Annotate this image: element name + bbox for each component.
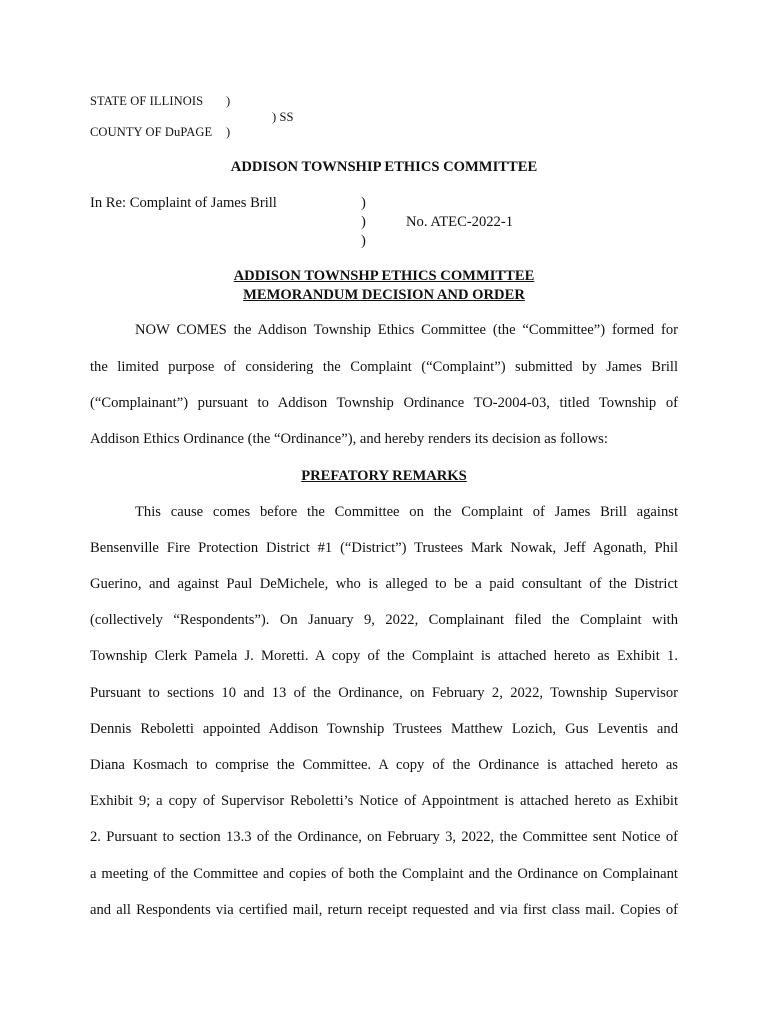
case-paren-a: )	[361, 195, 366, 211]
caption-paren-1: )	[226, 94, 231, 108]
case-paren-c: )	[361, 233, 366, 249]
remarks-line: This cause comes before the Committee on the Complaint of James Brill against	[135, 504, 678, 520]
remarks-line: Township Clerk Pamela J. Moretti. A copy of the Complaint is attached hereto as Exhibit 1.	[90, 648, 678, 664]
case-in-re: In Re: Complaint of James Brill	[90, 195, 277, 211]
remarks-line: a meeting of the Committee and copies of both the Complaint and the Ordinance on Complainant	[90, 866, 678, 882]
remarks-line: (collectively “Respondents”). On January 9, 2022, Complainant filed the Complaint with	[90, 612, 678, 628]
intro-line: NOW COMES the Addison Township Ethics Committee (the “Committee”) formed for	[135, 322, 678, 338]
remarks-line: Pursuant to sections 10 and 13 of the Ordinance, on February 2, 2022, Township Supervisor	[90, 685, 678, 701]
caption-state: STATE OF ILLINOIS	[90, 94, 204, 108]
intro-line: the limited purpose of considering the Complaint (“Complaint”) submitted by James Brill	[90, 359, 678, 375]
case-paren-b: )	[361, 214, 366, 230]
remarks-line: and all Respondents via certified mail, return receipt requested and via first class mail. Copies of	[90, 902, 678, 918]
caption-paren-2: )	[226, 125, 231, 139]
case-number: No. ATEC-2022-1	[406, 214, 514, 230]
committee-heading: ADDISON TOWNSHIP ETHICS COMMITTEE	[230, 159, 538, 175]
remarks-line: Bensenville Fire Protection District #1 (“District”) Trustees Mark Nowak, Jeff Agonath, Phil	[90, 540, 678, 556]
caption-county: COUNTY OF DuPAGE	[90, 125, 213, 139]
section-heading: PREFATORY REMARKS	[301, 468, 467, 484]
remarks-line: Diana Kosmach to comprise the Committee. A copy of the Ordinance is attached hereto as	[90, 757, 678, 773]
remarks-line: Dennis Reboletti appointed Addison Township Trustees Matthew Lozich, Gus Leventis and	[90, 721, 678, 737]
intro-line: (“Complainant”) pursuant to Addison Township Ordinance TO-2004-03, titled Township of	[90, 395, 678, 411]
intro-line: Addison Ethics Ordinance (the “Ordinance”), and hereby renders its decision as follows:	[90, 431, 608, 447]
remarks-line: Exhibit 9; a copy of Supervisor Reboletti’s Notice of Appointment is attached hereto as Exhibit	[90, 793, 678, 809]
remarks-line: 2. Pursuant to section 13.3 of the Ordinance, on February 3, 2022, the Committee sent Notice of	[90, 829, 678, 845]
caption-ss: ) SS	[272, 110, 294, 124]
title-line-1: ADDISON TOWNSHP ETHICS COMMITTEE	[233, 268, 535, 284]
remarks-line: Guerino, and against Paul DeMichele, who is alleged to be a paid consultant of the District	[90, 576, 678, 592]
title-line-2: MEMORANDUM DECISION AND ORDER	[243, 287, 525, 303]
